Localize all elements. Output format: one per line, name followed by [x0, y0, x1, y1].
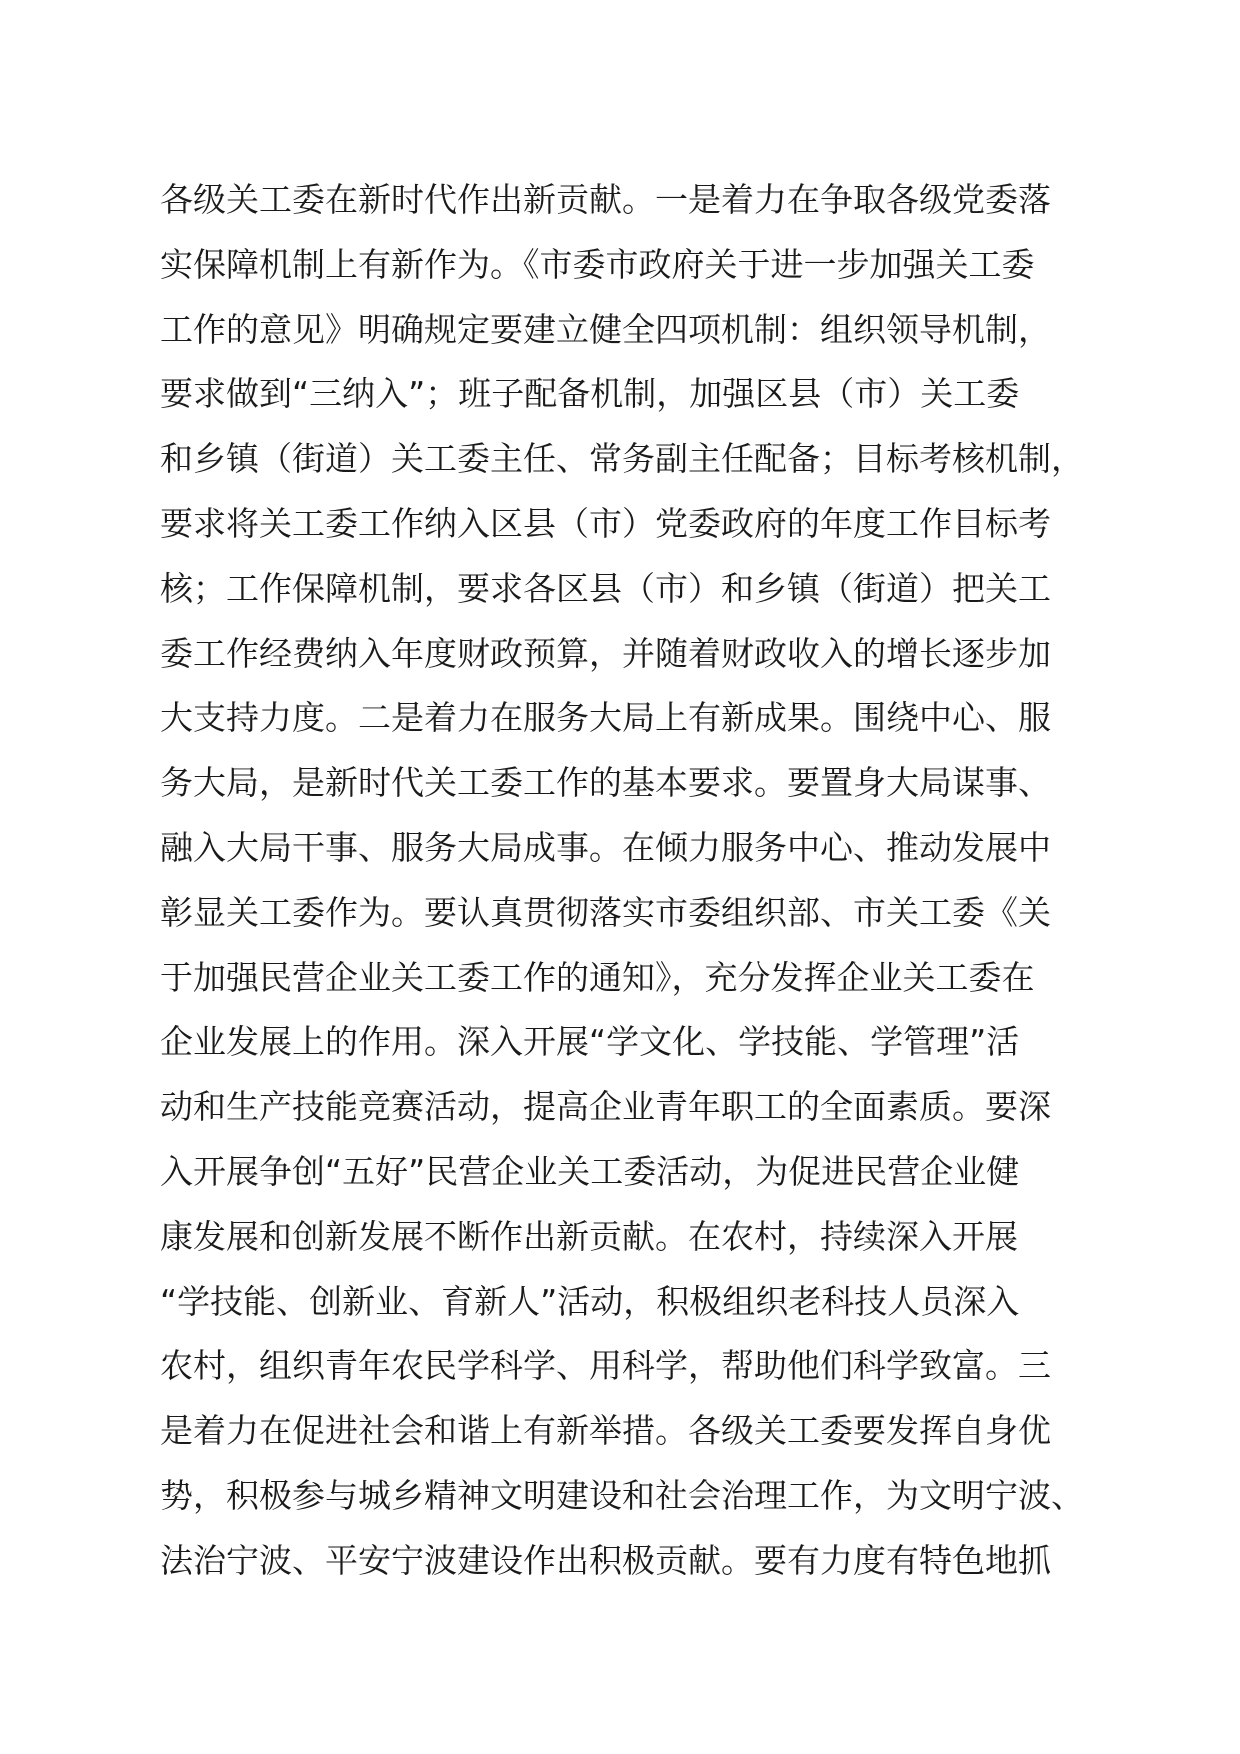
text-line-21: 势，积极参与城乡精神文明建设和社会治理工作，为文明宁波、	[160, 1475, 1084, 1515]
text-line-19: 农村，组织青年农民学科学、用科学，帮助他们科学致富。三	[160, 1346, 1051, 1386]
text-line-2: 实保障机制上有新作为。《市委市政府关于进一步加强关工委	[160, 244, 1035, 284]
text-line-1: 各级关工委在新时代作出新贡献。一是着力在争取各级党委落	[160, 180, 1051, 219]
body-paragraph	[160, 168, 1120, 1594]
text-line-11: 融入大局干事、服务大局成事。在倾力服务中心、推动发展中	[160, 827, 1051, 867]
text-line-20: 是着力在促进社会和谐上有新举措。各级关工委要发挥自身优	[160, 1411, 1051, 1451]
text-line-7: 核；工作保障机制，要求各区县（市）和乡镇（街道）把关工	[160, 568, 1051, 608]
text-line-14: 企业发展上的作用。深入开展“学文化、学技能、学管理”活	[160, 1022, 1020, 1062]
text-line-17: 康发展和创新发展不断作出新贡献。在农村，持续深入开展	[160, 1216, 1018, 1256]
text-line-15: 动和生产技能竞赛活动，提高企业青年职工的全面素质。要深	[160, 1087, 1051, 1127]
text-line-5: 和乡镇（街道）关工委主任、常务副主任配备；目标考核机制，	[160, 439, 1084, 479]
text-line-9: 大支持力度。二是着力在服务大局上有新成果。围绕中心、服	[160, 698, 1051, 738]
text-line-10: 务大局，是新时代关工委工作的基本要求。要置身大局谋事、	[160, 763, 1051, 803]
text-line-6: 要求将关工委工作纳入区县（市）党委政府的年度工作目标考	[160, 503, 1051, 543]
text-line-8: 委工作经费纳入年度财政预算，并随着财政收入的增长逐步加	[160, 633, 1051, 673]
text-line-22: 法治宁波、平安宁波建设作出积极贡献。要有力度有特色地抓	[160, 1540, 1051, 1580]
text-line-16: 入开展争创“五好”民营企业关工委活动，为促进民营企业健	[160, 1151, 1020, 1191]
text-line-12: 彰显关工委作为。要认真贯彻落实市委组织部、市关工委《关	[160, 892, 1051, 932]
text-line-4: 要求做到“三纳入”；班子配备机制，加强区县（市）关工委	[160, 374, 1020, 414]
text-line-3: 工作的意见》明确规定要建立健全四项机制：组织领导机制，	[160, 309, 1051, 349]
text-line-18: “学技能、创新业、育新人”活动，积极组织老科技人员深入	[160, 1281, 1020, 1321]
text-line-13: 于加强民营企业关工委工作的通知》，充分发挥企业关工委在	[160, 957, 1035, 997]
